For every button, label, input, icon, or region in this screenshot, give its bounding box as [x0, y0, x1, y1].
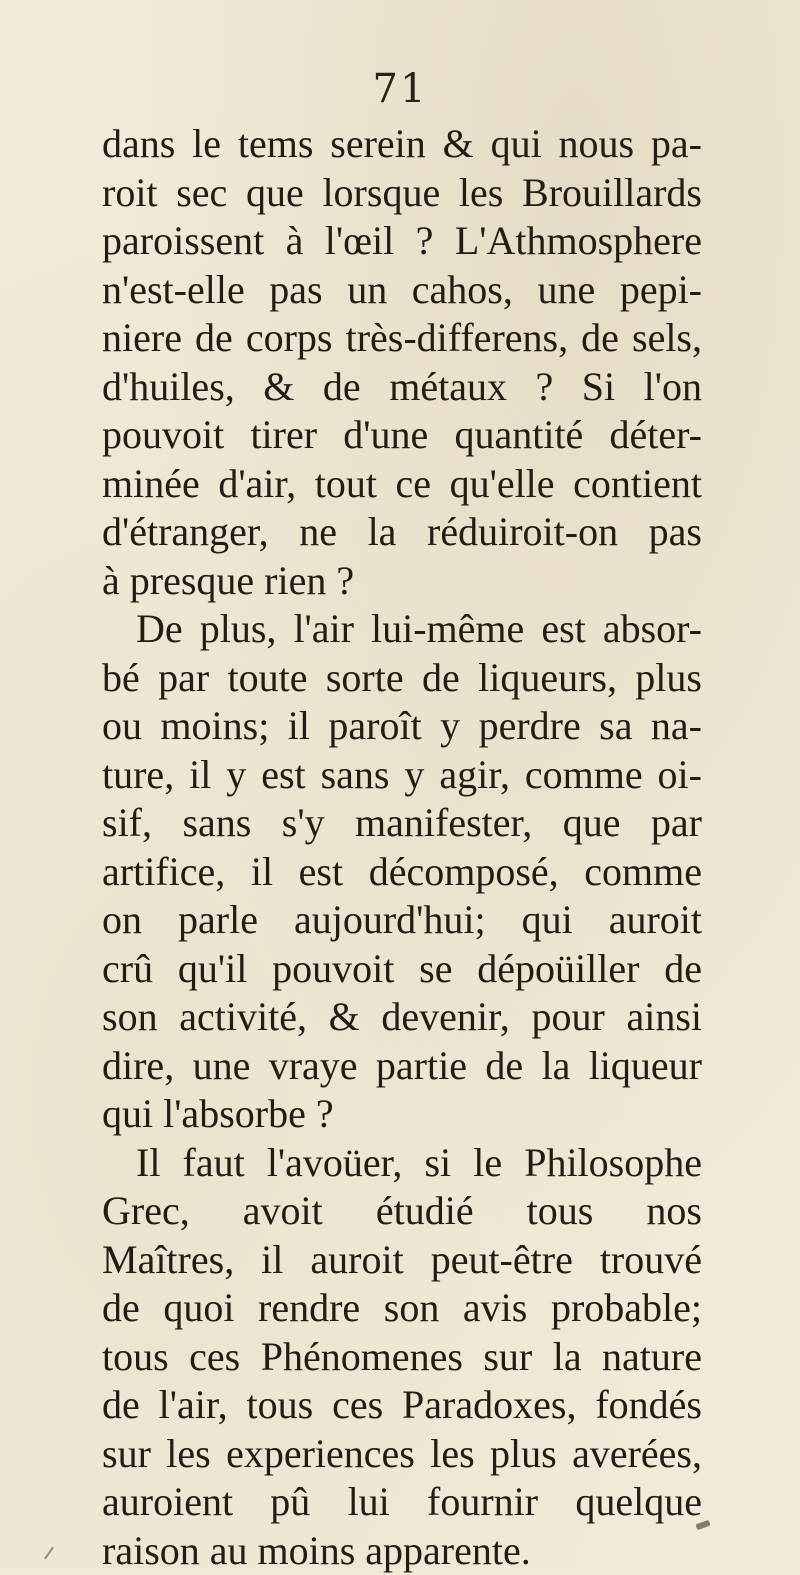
paragraph-2: [102, 605, 702, 1139]
text-line: crû qu'il pouvoit se dépoüiller de: [102, 945, 702, 994]
page-number: 71: [0, 66, 800, 112]
text-line: dans le tems serein & qui nous pa-: [102, 120, 702, 169]
text-line: ture, il y est sans y agir, comme oi-: [102, 751, 702, 800]
text-line: pouvoit tirer d'une quantité déter-: [102, 411, 702, 460]
paragraph-1: [102, 120, 702, 605]
text-line: ou moins; il paroît y perdre sa na-: [102, 702, 702, 751]
text-line: bé par toute sorte de liqueurs, plus: [102, 654, 702, 703]
text-line: paroissent à l'œil ? L'Athmosphere: [102, 217, 702, 266]
text-line: de quoi rendre son avis probable;: [102, 1284, 702, 1333]
text-line: artifice, il est décomposé, comme: [102, 848, 702, 897]
text-line: minée d'air, tout ce qu'elle contient: [102, 460, 702, 509]
text-line: d'étranger, ne la réduiroit-on pas: [102, 508, 702, 557]
text-line: à presque rien ?: [102, 557, 702, 606]
text-line: Maîtres, il auroit peut-être trouvé: [102, 1236, 702, 1285]
body-text: [102, 120, 702, 1575]
text-line: son activité, & devenir, pour ainsi: [102, 993, 702, 1042]
text-line: Il faut l'avoüer, si le Philosophe: [102, 1139, 702, 1188]
text-line: n'est-elle pas un cahos, une pepi-: [102, 266, 702, 315]
text-line: de l'air, tous ces Paradoxes, fondés: [102, 1381, 702, 1430]
text-line: auroient pû lui fournir quelque: [102, 1478, 702, 1527]
text-line: dire, une vraye partie de la liqueur: [102, 1042, 702, 1091]
ink-mark: [44, 1547, 54, 1560]
text-line: tous ces Phénomenes sur la nature: [102, 1333, 702, 1382]
paragraph-3: [102, 1139, 702, 1575]
text-line: niere de corps très-differens, de sels,: [102, 314, 702, 363]
text-line: De plus, l'air lui-même est absor-: [102, 605, 702, 654]
text-line: on parle aujourd'hui; qui auroit: [102, 896, 702, 945]
text-line: sur les experiences les plus averées,: [102, 1430, 702, 1479]
text-line: roit sec que lorsque les Brouillards: [102, 169, 702, 218]
text-line: Grec, avoit étudié tous nos: [102, 1187, 702, 1236]
text-line: raison au moins apparente.: [102, 1527, 702, 1575]
text-line: sif, sans s'y manifester, que par: [102, 799, 702, 848]
text-line: d'huiles, & de métaux ? Si l'on: [102, 363, 702, 412]
text-line: qui l'absorbe ?: [102, 1090, 702, 1139]
